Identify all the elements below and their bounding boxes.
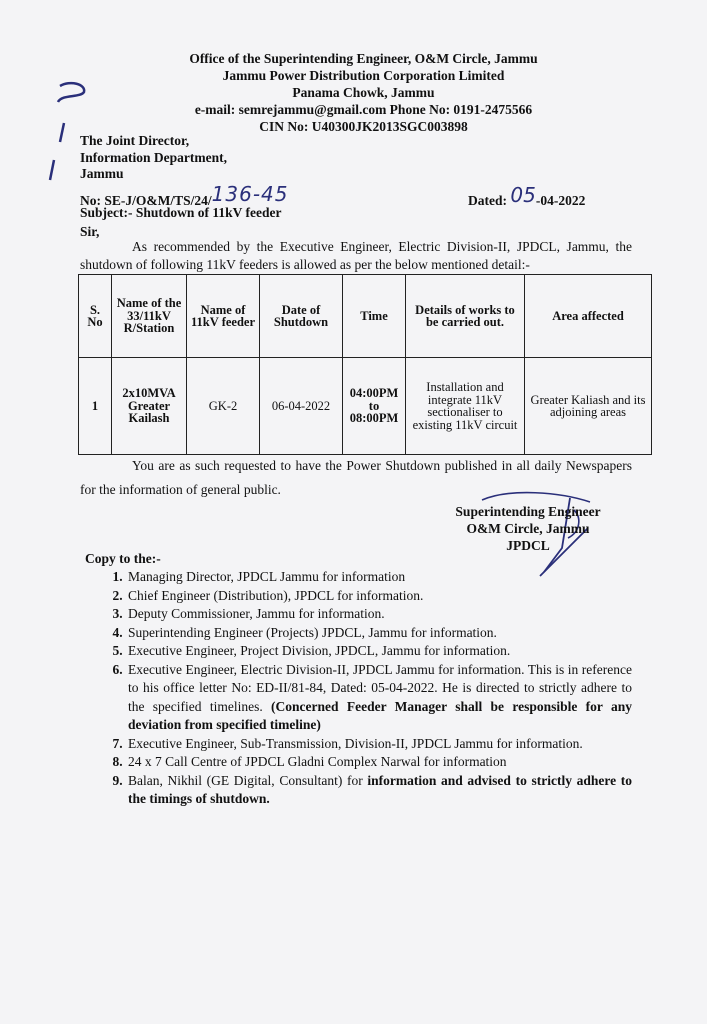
recipient-block bbox=[80, 133, 227, 183]
office-address: Panama Chowk, Jammu bbox=[292, 85, 435, 100]
list-item: 5. Executive Engineer, Project Division, JPDCL, Jammu for information. bbox=[126, 642, 632, 661]
cell-date: 06-04-2022 bbox=[260, 358, 343, 455]
cell-sno: 1 bbox=[79, 358, 112, 455]
shutdown-table bbox=[78, 274, 652, 455]
signatory-title: Superintending Engineer bbox=[455, 504, 601, 519]
cell-area: Greater Kaliash and its adjoining areas bbox=[525, 358, 652, 455]
list-item: 2. Chief Engineer (Distribution), JPDCL for information. bbox=[126, 587, 632, 606]
header-area: Area affected bbox=[525, 275, 652, 358]
item-9-bold-text: information and advised to strictly adhere to the timings of shutdown. bbox=[128, 772, 632, 806]
signatory-org: JPDCL bbox=[506, 538, 550, 553]
cell-station: 2x10MVA Greater Kailash bbox=[112, 358, 187, 455]
list-item: 7. Executive Engineer, Sub-Transmission, Division-II, JPDCL Jammu for information. bbox=[126, 735, 632, 754]
margin-stroke-2 bbox=[50, 160, 54, 180]
copy-to-heading: Copy to the:- bbox=[85, 551, 161, 566]
letter-date bbox=[468, 183, 586, 210]
item-6-text: Executive Engineer, Electric Division-II, JPDCL Jammu for information. This is in reference to his office letter No: ED-II/81-84, Dated: 05-04-2022. He is directed to strictly adhere to the specified timelines. bbox=[128, 661, 632, 714]
dated-label: Dated: bbox=[468, 193, 507, 208]
time-to-label: to bbox=[368, 398, 380, 413]
cell-time bbox=[343, 358, 406, 455]
header-station: Name of the 33/11kV R/Station bbox=[112, 275, 187, 358]
list-item: 3. Deputy Commissioner, Jammu for information. bbox=[126, 605, 632, 624]
header-works: Details of works to be carried out. bbox=[406, 275, 525, 358]
list-item: 4. Superintending Engineer (Projects) JPDCL, Jammu for information. bbox=[126, 624, 632, 643]
cell-feeder: GK-2 bbox=[187, 358, 260, 455]
header-time: Time bbox=[343, 275, 406, 358]
table-row bbox=[79, 358, 652, 455]
salutation: Sir, bbox=[80, 224, 100, 239]
cin-number: CIN No: U40300JK2013SGC003898 bbox=[259, 119, 468, 134]
header-sno: S. No bbox=[79, 275, 112, 358]
time-to: 08:00PM bbox=[349, 411, 399, 426]
list-item bbox=[126, 772, 632, 809]
letterhead bbox=[0, 50, 707, 135]
header-feeder: Name of 11kV feeder bbox=[187, 275, 260, 358]
recipient-line-2: Information Department, bbox=[80, 149, 227, 165]
list-item: 8. 24 x 7 Call Centre of JPDCL Gladni Complex Narwal for information bbox=[126, 753, 632, 772]
company-name: Jammu Power Distribution Corporation Limited bbox=[222, 68, 505, 83]
cell-works: Installation and integrate 11kV sectionaliser to existing 11kV circuit bbox=[406, 358, 525, 455]
closing-paragraph: You are as such requested to have the Power Shutdown published in all daily Newspapers for the information of general public. bbox=[80, 458, 632, 497]
copy-to-list bbox=[80, 568, 632, 809]
handwritten-day: 05 bbox=[510, 183, 536, 207]
intro-paragraph: As recommended by the Executive Engineer, Electric Division-II, JPDCL, Jammu, the shutdown of following 11kV feeders is allowed as per the below mentioned detail:- bbox=[80, 239, 632, 272]
item-9-text: Balan, Nikhil (GE Digital, Consultant) for bbox=[128, 772, 368, 788]
contact-line: e-mail: semrejammu@gmail.com Phone No: 0191-2475566 bbox=[194, 102, 533, 117]
recipient-line-1: The Joint Director, bbox=[80, 133, 190, 148]
list-item bbox=[126, 661, 632, 735]
handwritten-reference: 136-45 bbox=[211, 182, 289, 206]
signature-block bbox=[448, 503, 608, 554]
item-6-bold-text: (Concerned Feeder Manager shall be responsible for any deviation from specified timeline) bbox=[128, 698, 632, 732]
date-suffix: -04-2022 bbox=[535, 193, 586, 208]
recipient-line-3: Jammu bbox=[80, 166, 124, 181]
signatory-circle: O&M Circle, Jammu bbox=[466, 521, 590, 536]
reference-prefix: No: SE-J/O&M/TS/24/ bbox=[80, 193, 212, 208]
list-item: 1. Managing Director, JPDCL Jammu for information bbox=[126, 568, 632, 587]
header-date: Date of Shutdown bbox=[260, 275, 343, 358]
office-name: Office of the Superintending Engineer, O&M Circle, Jammu bbox=[189, 51, 538, 66]
signature-stroke-1 bbox=[482, 493, 590, 502]
table-header-row bbox=[79, 275, 652, 358]
time-from: 04:00PM bbox=[349, 386, 399, 401]
subject-line: Subject:- Shutdown of 11kV feeder bbox=[80, 205, 282, 220]
